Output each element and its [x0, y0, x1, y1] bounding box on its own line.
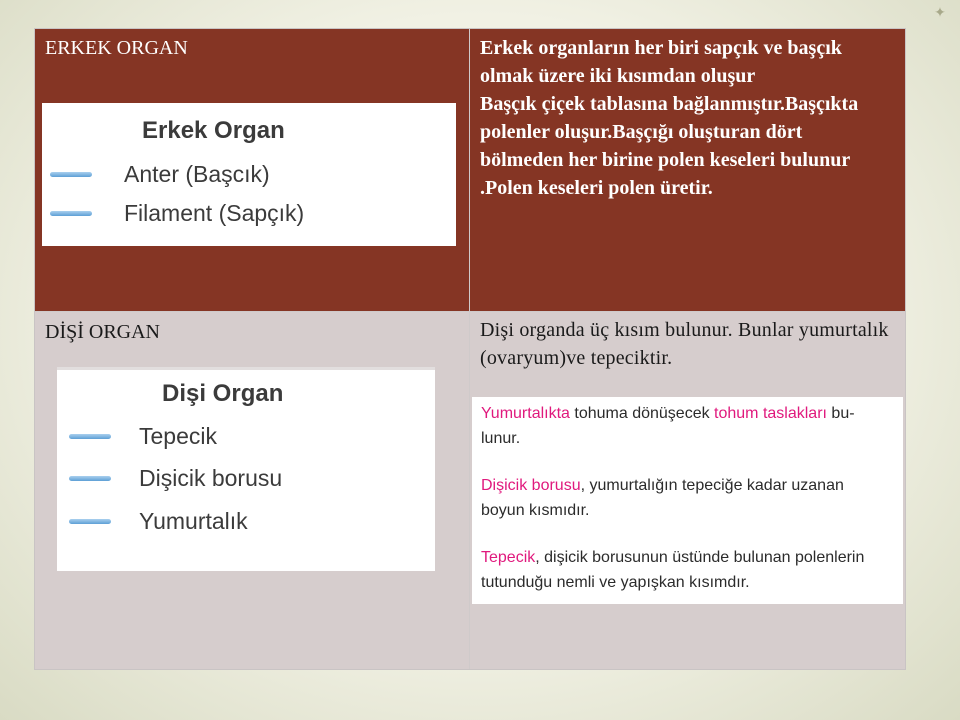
info-text: tutunduğu nemli ve yapışkan kısımdır. — [481, 574, 750, 591]
info-term: Yumurtalıkta — [481, 405, 570, 422]
male-organ-description — [480, 34, 890, 202]
legend-item-label: Yumurtalık — [139, 508, 248, 534]
female-organ-info-box — [472, 397, 903, 604]
male-organ-description-line: Erkek organların her biri sapçık ve başçık olmak üzere iki kısımdan oluşur — [480, 37, 842, 87]
female-organ-legend — [57, 367, 435, 571]
legend-item — [69, 508, 248, 535]
info-term: tohum taslakları — [714, 405, 827, 422]
info-text: , dişicik borusunun üstünde bulunan polenlerin — [535, 549, 865, 566]
female-organ-description-text: Dişi organda üç kısım bulunur. Bunlar yumurtalık (ovaryum)ve tepeciktir. — [480, 319, 889, 369]
legend-title: Erkek Organ — [142, 117, 285, 144]
info-text: , yumurtalığın tepeciğe kadar uzanan — [580, 477, 844, 494]
info-paragraph-stigma — [481, 545, 897, 595]
legend-item — [69, 465, 282, 492]
info-text: boyun kısmıdır. — [481, 502, 590, 519]
sparkle-icon: ✦ — [934, 5, 946, 21]
dash-icon — [69, 434, 111, 439]
info-term: Tepecik — [481, 549, 536, 566]
dash-icon — [50, 172, 92, 177]
dash-icon — [69, 476, 111, 481]
female-organ-description — [480, 316, 898, 372]
info-text: tohuma dönüşecek — [569, 405, 715, 422]
female-organ-title: DİŞİ ORGAN — [45, 321, 160, 343]
info-text: bu- — [826, 405, 855, 422]
legend-item — [50, 161, 270, 188]
legend-item-label: Filament (Sapçık) — [124, 200, 305, 226]
info-term: Dişicik borusu — [481, 477, 581, 494]
male-organ-description-cell — [470, 28, 906, 312]
legend-title: Dişi Organ — [162, 380, 284, 407]
legend-item-label: Dişicik borusu — [139, 465, 283, 491]
info-paragraph-style — [481, 473, 897, 523]
dash-icon — [69, 519, 111, 524]
male-organ-title: ERKEK ORGAN — [45, 37, 188, 59]
dash-icon — [50, 211, 92, 216]
male-organ-legend — [42, 103, 456, 246]
legend-item-label: Tepecik — [139, 423, 217, 449]
male-organ-description-line: Başçık çiçek tablasına bağlanmıştır.Başçıkta polenler oluşur.Başçığı oluşturan dört bölmeden her birine polen keseleri bulunur .Polen keseleri polen üretir. — [480, 93, 859, 199]
info-text: lunur. — [481, 430, 521, 447]
legend-item — [50, 200, 304, 227]
table-divider-horizontal — [34, 311, 906, 312]
info-paragraph-ovary — [481, 401, 897, 451]
legend-item-label: Anter (Başcık) — [124, 161, 270, 187]
legend-item — [69, 423, 217, 450]
table-divider-vertical — [469, 28, 470, 670]
